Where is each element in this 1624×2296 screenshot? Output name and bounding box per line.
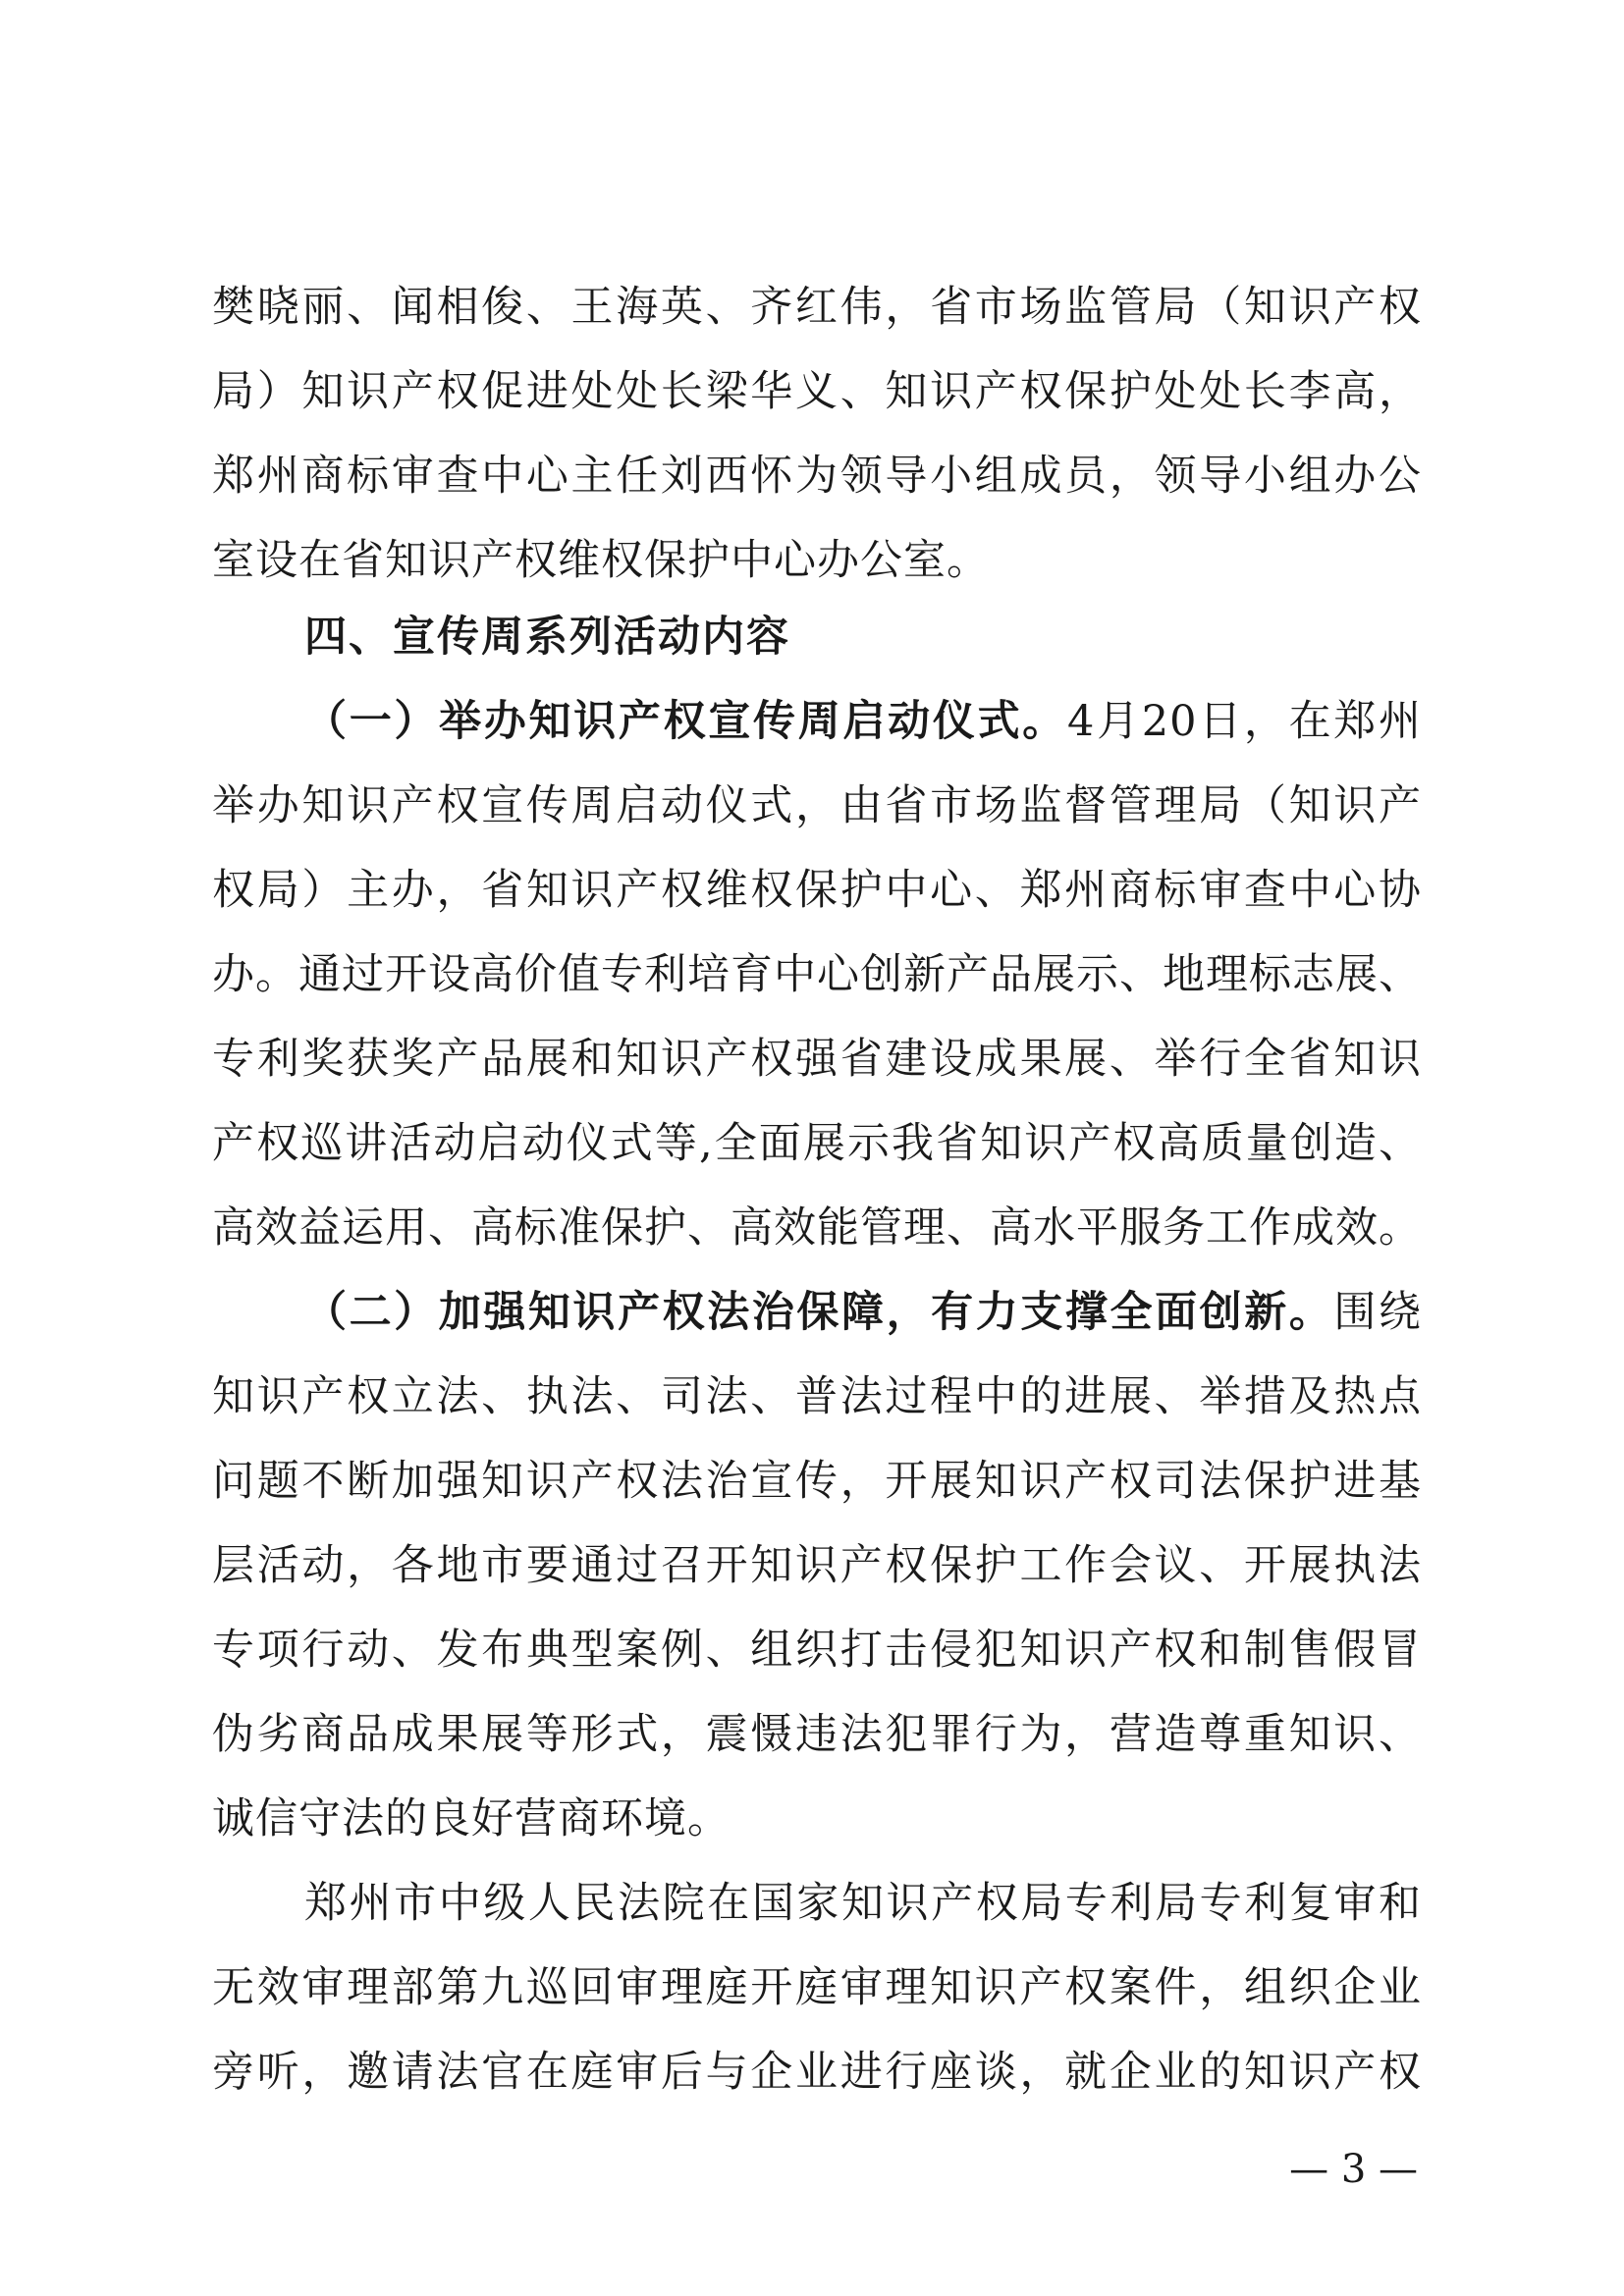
text-line: 专利奖获奖产品展和知识产权强省建设成果展、举行全省知识	[212, 1035, 1422, 1084]
text-line: 产权巡讲活动启动仪式等,全面展示我省知识产权高质量创造、	[212, 1119, 1422, 1168]
text-line: 权局）主办，省知识产权维权保护中心、郑州商标审查中心协	[212, 866, 1422, 915]
item-1-lead-rest: 4月20日，在郑州	[1067, 697, 1423, 746]
item-2-lead: （二）加强知识产权法治保障，有力支撑全面创新。	[304, 1288, 1334, 1337]
text-line: 问题不断加强知识产权法治宣传，开展知识产权司法保护进基	[212, 1457, 1422, 1506]
text-line: 旁听，邀请法官在庭审后与企业进行座谈，就企业的知识产权	[212, 2048, 1422, 2097]
text-line: 举办知识产权宣传周启动仪式，由省市场监督管理局（知识产	[212, 781, 1422, 830]
text-line: 郑州市中级人民法院在国家知识产权局专利局专利复审和	[304, 1879, 1422, 1928]
text-line: 高效益运用、高标准保护、高效能管理、高水平服务工作成效。	[212, 1203, 1422, 1253]
item-1-lead: （一）举办知识产权宣传周启动仪式。	[304, 697, 1067, 746]
text-line: 知识产权立法、执法、司法、普法过程中的进展、举措及热点	[212, 1372, 1422, 1421]
text-line: 层活动，各地市要通过召开知识产权保护工作会议、开展执法	[212, 1541, 1422, 1590]
text-line: 樊晓丽、闻相俊、王海英、齐红伟，省市场监管局（知识产权	[212, 283, 1422, 332]
text-line: 室设在省知识产权维权保护中心办公室。	[212, 536, 990, 585]
text-line: 伪劣商品成果展等形式，震慑违法犯罪行为，营造尊重知识、	[212, 1710, 1422, 1759]
text-line: 局）知识产权促进处处长梁华义、知识产权保护处处长李高，	[212, 367, 1422, 416]
text-line: 郑州商标审查中心主任刘西怀为领导小组成员，领导小组办公	[212, 452, 1422, 501]
text-line: 专项行动、发布典型案例、组织打击侵犯知识产权和制售假冒	[212, 1626, 1422, 1675]
item-2-first-line	[304, 1278, 1422, 1347]
text-line: 无效审理部第九巡回审理庭开庭审理知识产权案件，组织企业	[212, 1963, 1422, 2012]
page-number: — 3 —	[1289, 2147, 1418, 2192]
text-line: 诚信守法的良好营商环境。	[212, 1794, 731, 1843]
item-2-lead-rest: 围绕	[1333, 1288, 1423, 1337]
item-1-first-line	[304, 687, 1422, 756]
section-heading: 四、宣传周系列活动内容	[304, 613, 790, 662]
text-line: 办。通过开设高价值专利培育中心创新产品展示、地理标志展、	[212, 950, 1422, 999]
